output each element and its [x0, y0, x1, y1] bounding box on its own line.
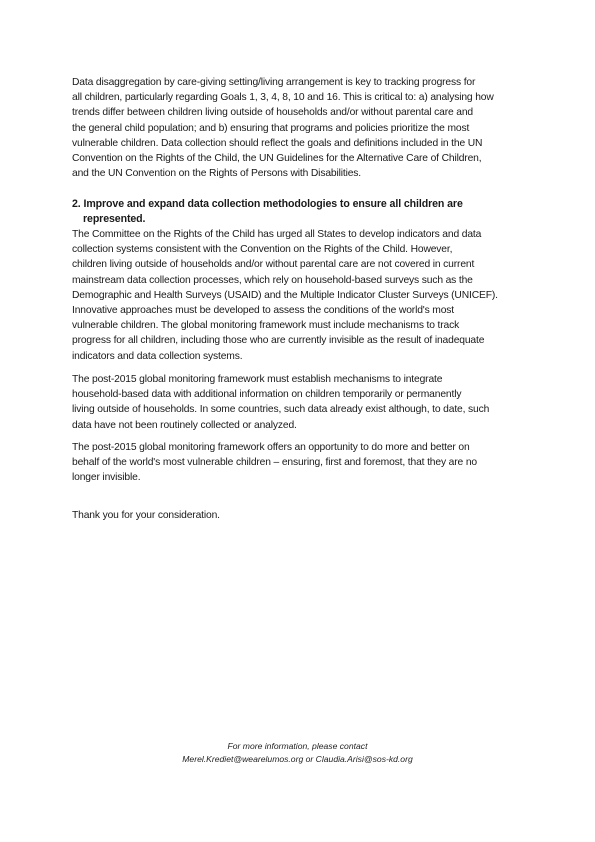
heading-line: 2. Improve and expand data collection methodologies to ensure all children are [72, 198, 463, 210]
text-line: vulnerable children. Data collection should reflect the goals and definitions included in the UN [72, 137, 483, 149]
text-line: behalf of the world's most vulnerable children – ensuring, first and foremost, that they are no [72, 457, 477, 469]
section-heading-2 [72, 197, 532, 227]
paragraph-integrate-data [72, 372, 532, 433]
text-line: Innovative approaches must be developed to assess the conditions of the world's most [72, 305, 455, 317]
text-line: living outside of households. In some countries, such data already exist although, to date, such [72, 404, 490, 416]
text-line: data have not been routinely collected or analyzed. [72, 419, 297, 431]
closing-text: Thank you for your consideration. [72, 510, 220, 521]
text-line: all children, particularly regarding Goals 1, 3, 4, 8, 10 and 16. This is critical to: a) analysing how [72, 92, 494, 104]
contact-footer [0, 740, 595, 765]
footer-line-emails: Merel.Krediet@wearelumos.org or Claudia.Arisi@sos-kd.org [182, 753, 413, 764]
text-line: vulnerable children. The global monitoring framework must include mechanisms to track [72, 320, 460, 332]
paragraph-opportunity [72, 440, 532, 486]
text-line: the general child population; and b) ensuring that programs and policies prioritize the most [72, 122, 470, 134]
text-line: household-based data with additional information on children temporarily or permanently [72, 389, 462, 401]
text-line: longer invisible. [72, 472, 141, 484]
text-line: mainstream data collection processes, which rely on household-based surveys such as the [72, 274, 473, 286]
closing-line [72, 508, 532, 523]
text-line: progress for all children, including those who are currently invisible as the result of inadequate [72, 335, 485, 347]
text-line: children living outside of households and/or without parental care are not covered in current [72, 259, 475, 271]
paragraph-section-2-body [72, 227, 532, 364]
heading-line: represented. [83, 213, 146, 226]
text-line: Convention on the Rights of the Child, the UN Guidelines for the Alternative Care of Children, [72, 153, 482, 165]
text-line: The post-2015 global monitoring framework must establish mechanisms to integrate [72, 374, 443, 385]
text-line: indicators and data collection systems. [72, 350, 243, 362]
text-line: The Committee on the Rights of the Child has urged all States to develop indicators and data [72, 229, 482, 240]
text-line: The post-2015 global monitoring framework offers an opportunity to do more and better on [72, 442, 470, 453]
text-line: trends differ between children living outside of households and/or without parental care and [72, 107, 474, 119]
text-line: Demographic and Health Surveys (USAID) and the Multiple Indicator Cluster Surveys (UNICEF). [72, 289, 498, 301]
paragraph-data-disaggregation [72, 75, 532, 181]
footer-line-contact: For more information, please contact [227, 741, 368, 751]
text-line: Data disaggregation by care-giving setting/living arrangement is key to tracking progress for [72, 77, 476, 88]
text-line: collection systems consistent with the Convention on the Rights of the Child. However, [72, 244, 453, 256]
text-line: and the UN Convention on the Rights of Persons with Disabilities. [72, 168, 362, 180]
